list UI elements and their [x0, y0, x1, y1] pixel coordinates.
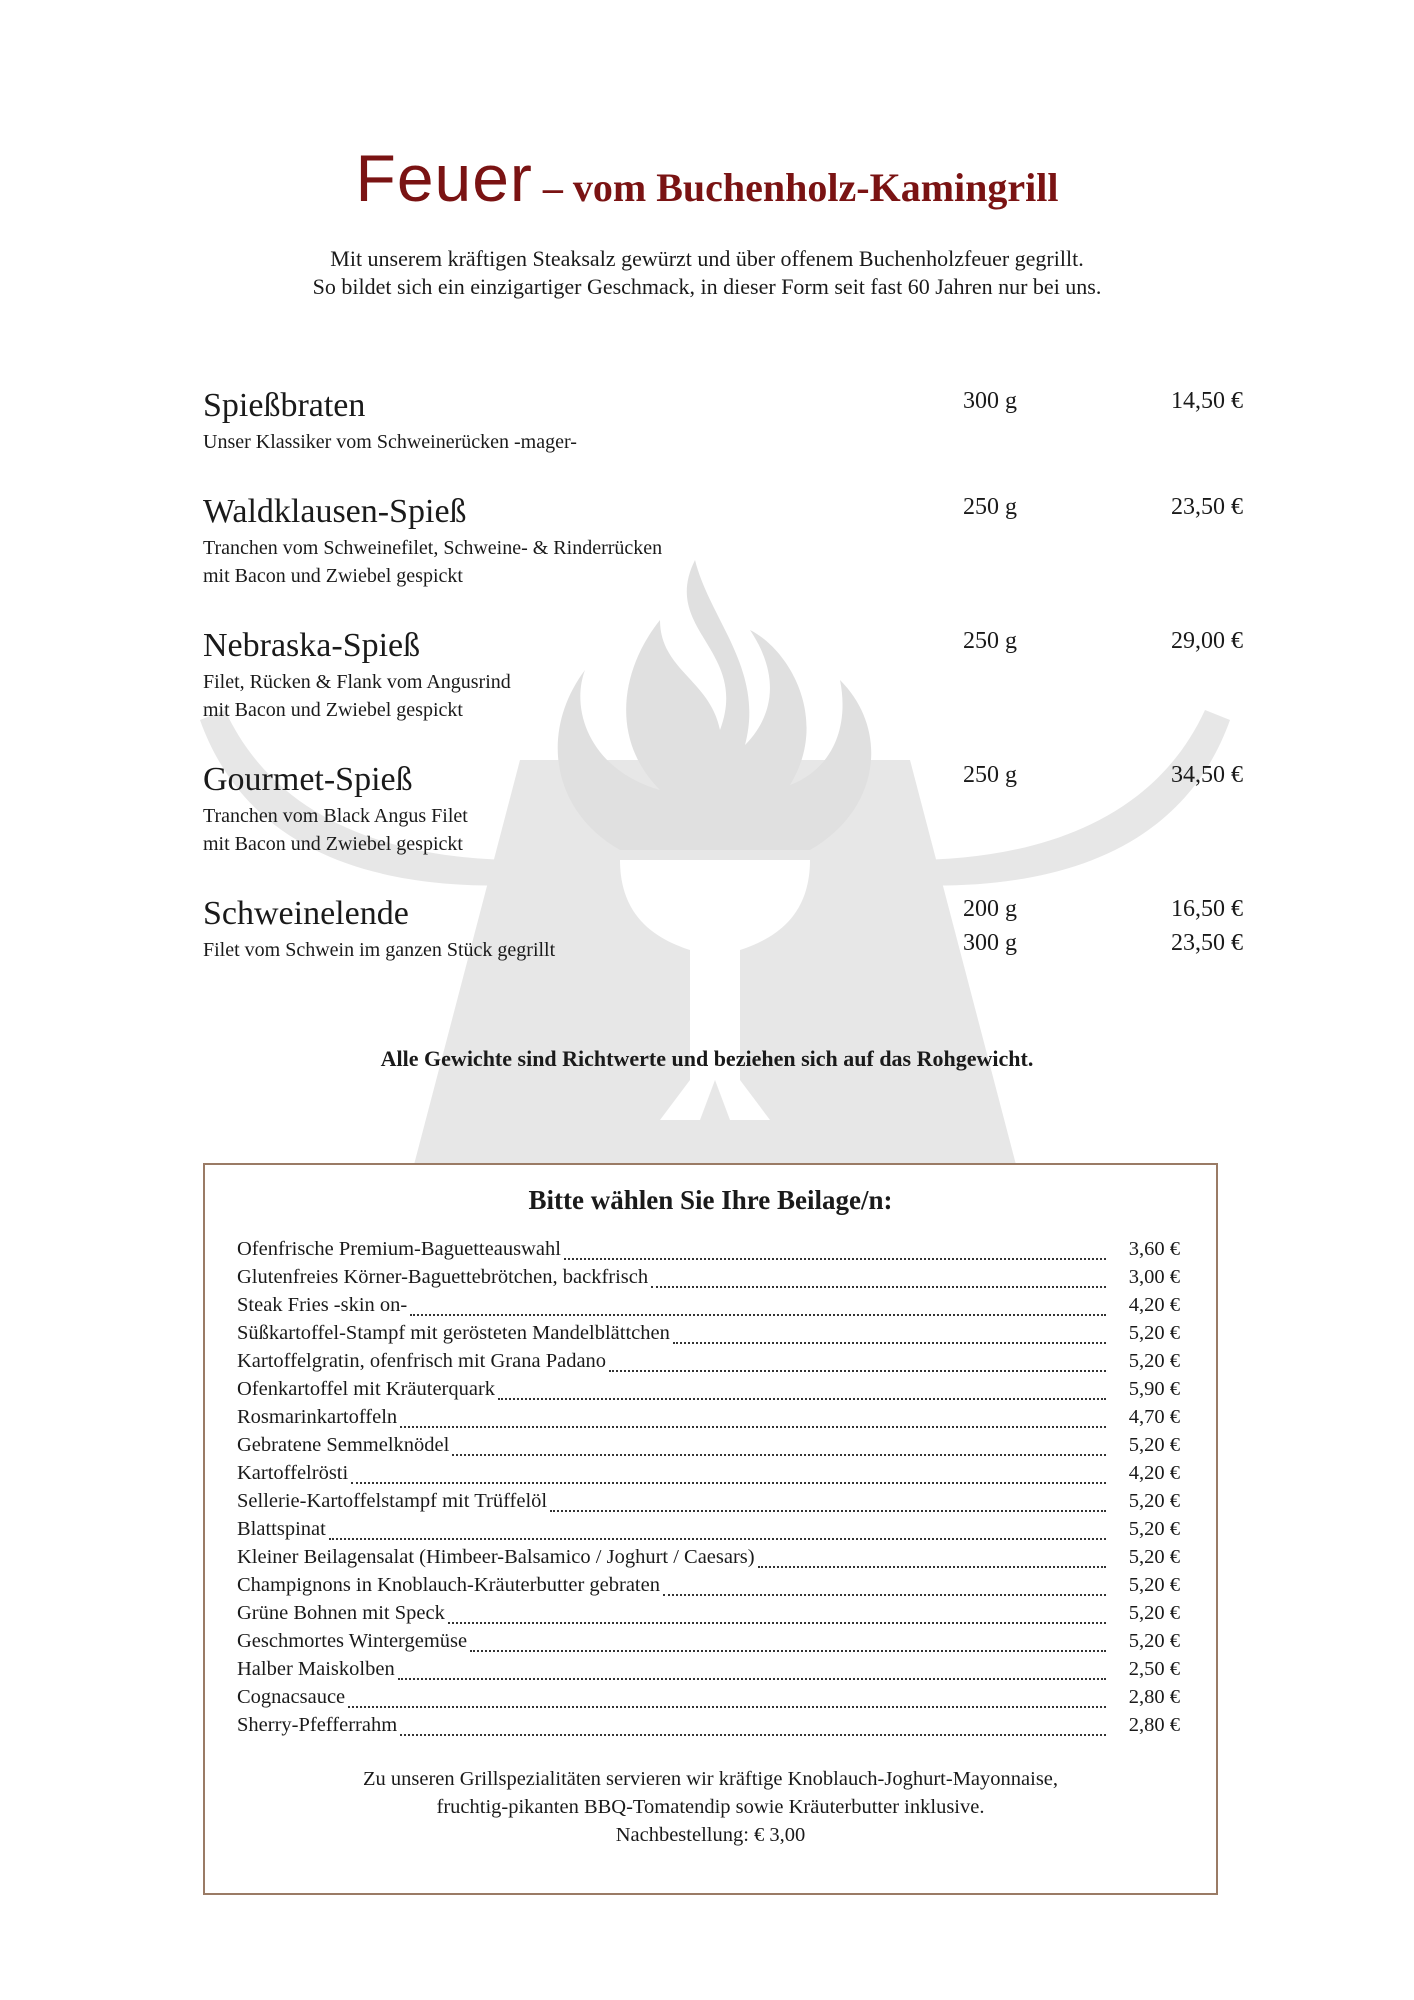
sides-footer — [205, 1765, 1216, 1849]
weights-note: Alle Gewichte sind Richtwerte und beziehen sich auf das Rohgewicht. — [380, 1046, 1034, 1071]
side-dish-row — [237, 1518, 1180, 1546]
side-dish-price: 4,70 € — [1128, 1406, 1180, 1428]
footer-line: Nachbestellung: € 3,00 — [615, 1824, 806, 1846]
side-dish-row — [237, 1686, 1180, 1714]
dish-price: 14,50 € — [1171, 388, 1243, 414]
dish-weight: 250 g — [963, 762, 1017, 788]
side-dish-label: Cognacsauce — [237, 1686, 346, 1708]
dot-leader — [329, 1538, 1106, 1540]
side-dish-label: Halber Maiskolben — [237, 1658, 395, 1680]
dish-price: 23,50 € — [1171, 930, 1243, 956]
side-dish-row — [237, 1574, 1180, 1602]
side-dish-price: 2,80 € — [1128, 1686, 1180, 1708]
side-dish-row — [237, 1238, 1180, 1266]
side-dish-row — [237, 1546, 1180, 1574]
dot-leader — [348, 1706, 1106, 1708]
side-dish-row — [237, 1294, 1180, 1322]
dish-name: Schweinelende — [203, 895, 409, 932]
dot-leader — [498, 1398, 1106, 1400]
dish-item-nebraska — [203, 624, 1243, 724]
side-dish-price: 4,20 € — [1128, 1462, 1180, 1484]
sides-box — [203, 1163, 1218, 1895]
side-dish-label: Glutenfreies Körner-Baguettebrötchen, backfrisch — [237, 1266, 649, 1288]
side-dish-price: 2,80 € — [1128, 1714, 1180, 1736]
side-dish-price: 5,20 € — [1128, 1518, 1180, 1540]
dish-price: 16,50 € — [1171, 896, 1243, 922]
dish-name: Waldklausen-Spieß — [203, 493, 467, 530]
dish-weight: 300 g — [963, 388, 1017, 414]
dot-leader — [651, 1286, 1106, 1288]
sides-title: Bitte wählen Sie Ihre Beilage/n: — [528, 1185, 893, 1215]
side-dish-label: Geschmortes Wintergemüse — [237, 1630, 468, 1652]
side-dish-price: 5,20 € — [1128, 1602, 1180, 1624]
dot-leader — [470, 1650, 1106, 1652]
dish-name: Nebraska-Spieß — [203, 627, 421, 664]
intro-text — [0, 245, 1414, 301]
dot-leader — [452, 1454, 1106, 1456]
intro-line: Mit unserem kräftigen Steaksalz gewürzt und über offenem Buchenholzfeuer gegrillt. — [330, 246, 1084, 271]
dish-weight: 200 g — [963, 896, 1017, 922]
dish-item-waldklausen — [203, 490, 1243, 590]
side-dish-row — [237, 1434, 1180, 1462]
side-dish-price: 5,20 € — [1128, 1350, 1180, 1372]
intro-line: So bildet sich ein einzigartiger Geschmack, in dieser Form seit fast 60 Jahren nur bei uns. — [312, 274, 1102, 299]
dish-description: Filet vom Schwein im ganzen Stück gegrillt — [203, 939, 556, 961]
side-dish-label: Steak Fries -skin on- — [237, 1294, 408, 1316]
side-dish-price: 5,20 € — [1128, 1574, 1180, 1596]
side-dish-price: 5,90 € — [1128, 1378, 1180, 1400]
dish-item-spiessbraten — [203, 384, 1243, 456]
dish-item-gourmet — [203, 758, 1243, 858]
side-dish-label: Rosmarinkartoffeln — [237, 1406, 398, 1428]
side-dish-row — [237, 1406, 1180, 1434]
side-dish-row — [237, 1322, 1180, 1350]
dish-weight: 250 g — [963, 494, 1017, 520]
side-dish-row — [237, 1490, 1180, 1518]
side-dish-label: Kleiner Beilagensalat (Himbeer-Balsamico / Joghurt / Caesars) — [237, 1546, 755, 1568]
dot-leader — [351, 1482, 1106, 1484]
dot-leader — [564, 1258, 1106, 1260]
side-dish-row — [237, 1602, 1180, 1630]
side-dish-label: Ofenkartoffel mit Kräuterquark — [237, 1378, 496, 1400]
side-dish-price: 4,20 € — [1128, 1294, 1180, 1316]
side-dish-price: 5,20 € — [1128, 1630, 1180, 1652]
dish-name: Gourmet-Spieß — [203, 761, 413, 798]
side-dish-label: Blattspinat — [237, 1518, 326, 1540]
dish-weight: 300 g — [963, 930, 1017, 956]
dish-item-schweinelende — [203, 892, 1243, 964]
dish-weight: 250 g — [963, 628, 1017, 654]
side-dish-price: 3,00 € — [1128, 1266, 1180, 1288]
dot-leader — [758, 1566, 1106, 1568]
dot-leader — [410, 1314, 1106, 1316]
side-dish-label: Ofenfrische Premium-Baguetteauswahl — [237, 1238, 561, 1260]
dot-leader — [550, 1510, 1106, 1512]
side-dish-row — [237, 1714, 1180, 1742]
dot-leader — [398, 1678, 1106, 1680]
dish-description: Unser Klassiker vom Schweinerücken -mager- — [203, 431, 577, 453]
title-main: Feuer — [355, 141, 533, 215]
dot-leader — [400, 1734, 1106, 1736]
side-dish-price: 2,50 € — [1128, 1658, 1180, 1680]
dish-name: Spießbraten — [203, 387, 366, 424]
page-title — [0, 140, 1414, 216]
dot-leader — [400, 1426, 1106, 1428]
side-dish-label: Sellerie-Kartoffelstampf mit Trüffelöl — [237, 1490, 548, 1512]
side-dish-price: 3,60 € — [1128, 1238, 1180, 1260]
side-dish-label: Gebratene Semmelknödel — [237, 1434, 450, 1456]
side-dish-label: Sherry-Pfefferrahm — [237, 1714, 398, 1736]
side-dish-row — [237, 1266, 1180, 1294]
dish-price: 23,50 € — [1171, 494, 1243, 520]
dot-leader — [673, 1342, 1106, 1344]
side-dish-price: 5,20 € — [1128, 1490, 1180, 1512]
sides-list — [237, 1238, 1180, 1742]
side-dish-label: Kartoffelgratin, ofenfrisch mit Grana Padano — [237, 1350, 607, 1372]
side-dish-row — [237, 1630, 1180, 1658]
side-dish-label: Kartoffelrösti — [237, 1462, 349, 1484]
dish-price: 34,50 € — [1171, 762, 1243, 788]
dish-description: mit Bacon und Zwiebel gespickt — [203, 833, 463, 855]
side-dish-row — [237, 1378, 1180, 1406]
side-dish-price: 5,20 € — [1128, 1322, 1180, 1344]
side-dish-label: Champignons in Knoblauch-Kräuterbutter gebraten — [237, 1574, 660, 1596]
side-dish-label: Grüne Bohnen mit Speck — [237, 1602, 445, 1624]
dot-leader — [448, 1622, 1106, 1624]
dot-leader — [609, 1370, 1106, 1372]
dish-price: 29,00 € — [1171, 628, 1243, 654]
dish-description: Tranchen vom Black Angus Filet — [203, 805, 468, 827]
side-dish-label: Süßkartoffel-Stampf mit gerösteten Mandelblättchen — [237, 1322, 670, 1344]
dish-description: Filet, Rücken & Flank vom Angusrind — [203, 671, 511, 693]
dot-leader — [663, 1594, 1106, 1596]
dish-description: mit Bacon und Zwiebel gespickt — [203, 565, 463, 587]
footer-line: fruchtig-pikanten BBQ-Tomatendip sowie Kräuterbutter inklusive. — [436, 1796, 985, 1818]
side-dish-price: 5,20 € — [1128, 1434, 1180, 1456]
side-dish-row — [237, 1350, 1180, 1378]
footer-line: Zu unseren Grillspezialitäten servieren wir kräftige Knoblauch-Joghurt-Mayonnaise, — [362, 1768, 1059, 1790]
side-dish-row — [237, 1462, 1180, 1490]
side-dish-price: 5,20 € — [1128, 1546, 1180, 1568]
dish-description: Tranchen vom Schweinefilet, Schweine- & Rinderrücken — [203, 537, 663, 559]
side-dish-row — [237, 1658, 1180, 1686]
dish-description: mit Bacon und Zwiebel gespickt — [203, 699, 463, 721]
title-subtitle: – vom Buchenholz-Kamingrill — [532, 165, 1059, 210]
